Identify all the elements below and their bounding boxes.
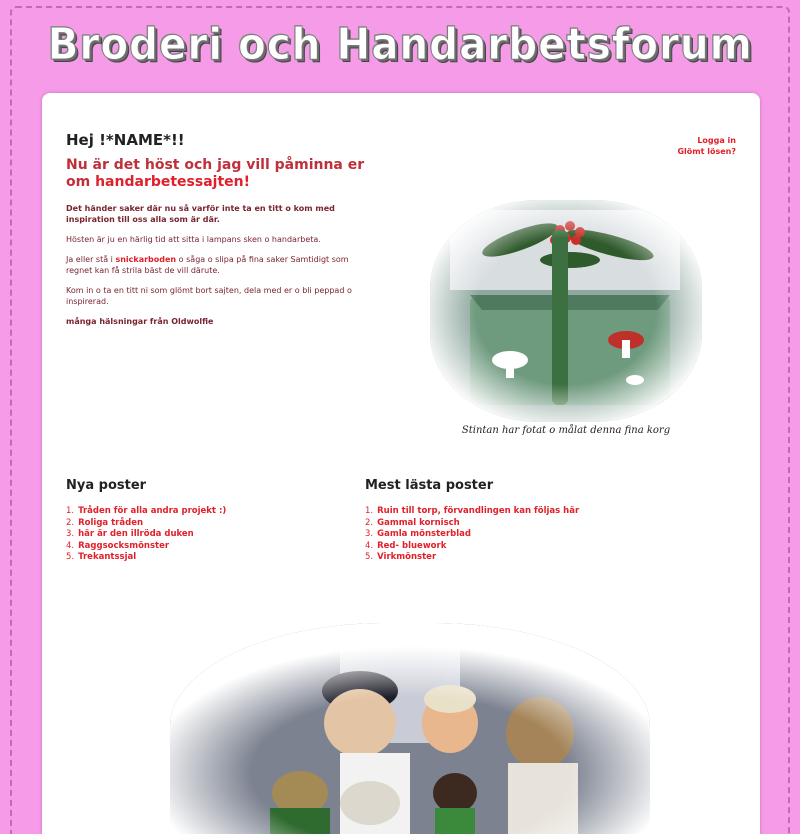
list-item <box>66 506 226 518</box>
post-link[interactable]: Gamla mönsterblad <box>377 529 471 539</box>
list-item <box>365 506 579 518</box>
login-link[interactable]: Logga in <box>697 136 736 145</box>
new-posts-list <box>66 506 226 564</box>
list-item-number: 2. <box>66 517 75 528</box>
dolls-illustration <box>170 623 650 834</box>
intro-signature: många hälsningar från Oldwolfie <box>66 317 214 326</box>
basket-photo <box>430 200 702 422</box>
list-item <box>365 518 579 530</box>
list-item-number: 3. <box>365 529 374 539</box>
post-link[interactable]: Raggsocksmönster <box>78 540 170 551</box>
list-item <box>66 552 226 564</box>
list-item-number: 2. <box>365 517 374 528</box>
basket-illustration <box>430 200 702 422</box>
greeting-heading: Hej !*NAME*!! <box>66 131 185 149</box>
login-links <box>677 135 736 157</box>
list-item-number: 5. <box>66 552 75 562</box>
intro-paragraph-1: Det händer saker där nu så varför inte ta en titt o kom med inspiration till oss alla som är där. <box>66 204 335 224</box>
list-item <box>365 529 579 541</box>
new-posts-title: Nya poster <box>66 478 147 493</box>
intro-paragraph-2: Hösten är ju en härlig tid att sitta i lampans sken o handarbeta. <box>66 235 321 244</box>
list-item-number: 5. <box>365 552 374 562</box>
list-item <box>66 529 226 541</box>
most-read-list <box>365 506 579 564</box>
intro-p3-end: o såga o slipa på fina saker Samtidigt som regnet kan få strila bäst de vill därute. <box>66 255 349 275</box>
post-link[interactable]: Trekantssjal <box>78 552 137 562</box>
snickarboden-link[interactable]: snickarboden <box>115 255 177 264</box>
headline <box>66 157 366 191</box>
intro-text <box>66 203 361 336</box>
list-item-number: 3. <box>66 529 75 539</box>
post-link[interactable]: Roliga tråden <box>78 517 144 528</box>
intro-paragraph-4: Kom in o ta en titt ni som glömt bort sajten, dela med er o bli peppad o inspirerad. <box>66 286 352 306</box>
headline-link[interactable]: handarbetessajten! <box>95 174 251 190</box>
forgot-password-link[interactable]: Glömt lösen? <box>677 147 736 156</box>
banner-title: Broderi och Handarbetsforum <box>47 18 753 70</box>
post-link[interactable]: Ruin till torp, förvandlingen kan följas här <box>377 506 580 516</box>
post-link[interactable]: Red- bluework <box>377 540 447 551</box>
post-link[interactable]: här är den illröda duken <box>78 529 194 539</box>
list-item <box>66 518 226 530</box>
main-content-panel <box>42 93 760 834</box>
list-item <box>66 541 226 553</box>
intro-p3-start: Ja eller stå i <box>66 255 116 264</box>
site-banner <box>0 0 800 88</box>
list-item-number: 1. <box>365 506 374 516</box>
list-item-number: 4. <box>66 540 75 551</box>
list-item <box>365 541 579 553</box>
basket-photo-caption: Stintan har fotat o målat denna fina korg <box>461 425 671 436</box>
intro-paragraph-3 <box>66 254 361 276</box>
headline-text: Nu är det höst och jag vill påminna er om <box>66 157 365 190</box>
list-item-number: 4. <box>365 540 374 551</box>
post-link[interactable]: Tråden för alla andra projekt :) <box>78 506 227 516</box>
most-read-title: Mest lästa poster <box>365 478 494 493</box>
list-item-number: 1. <box>66 506 75 516</box>
list-item <box>365 552 579 564</box>
dolls-photo <box>170 623 650 834</box>
post-link[interactable]: Virkmönster <box>377 552 437 562</box>
post-link[interactable]: Gammal kornisch <box>377 517 460 528</box>
